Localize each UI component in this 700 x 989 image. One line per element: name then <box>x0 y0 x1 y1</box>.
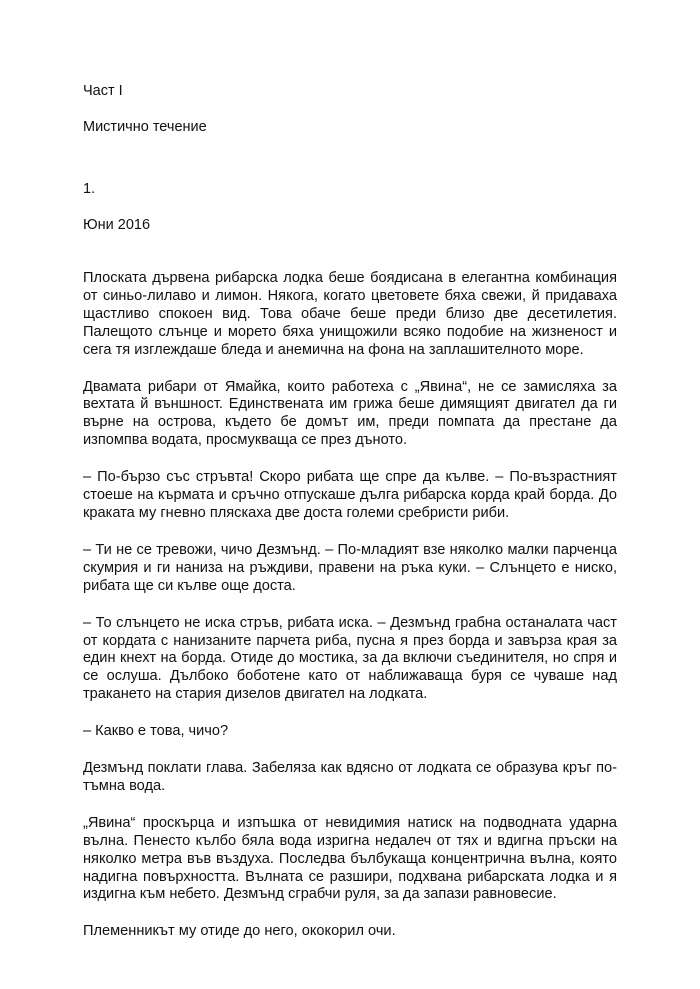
paragraph: – По-бързо със стръвта! Скоро рибата ще спре да кълве. – По-възрастният стоеше на кърмата и сръчно отпускаше дълга рибарска корда край борда. До краката му гневно пляскаха две доста големи сребристи риби. <box>83 469 617 521</box>
part-heading: Част I <box>83 83 123 99</box>
paragraph: – То слънцето не иска стръв, рибата иска. – Дезмънд грабна останалата част от кордата с нанизаните парчета риба, пусна я през борда и завърза края за един кнехт на борда. Отиде до мостика, за да включи съединителя, но спря и се ослуша. Дълбоко боботене като от наближаваща буря се чуваше над тракането на стария дизелов двигател на лодката. <box>83 614 617 703</box>
paragraph: Плоската дървена рибарска лодка беше боядисана в елегантна комбинация от синьо-лилаво и лимон. Някога, когато цветовете бяха свежи, й придаваха щастливо спокоен вид. Това обаче беше преди близо две десетилетия. Палещото слънце и морето бяха унищожили всяко подобие на жизненост и сега тя изглеждаше бледа и анемична на фона на заплашителното море. <box>83 270 617 358</box>
chapter-number: 1. <box>83 181 96 197</box>
paragraph: „Явина“ проскърца и изпъшка от невидимия натиск на подводната ударна вълна. Пенесто кълбо бяла вода изригна недалеч от тях и вдигна пръски на няколко метра във въздуха. Последва бълбукаща концентрична вълна, която надигна повърхността. Вълната се разшири, подхвана рибарската лодка и я издигна към небето. Дезмънд сграбчи руля, за да запази равновесие. <box>83 814 617 903</box>
paragraph: Дезмънд поклати глава. Забеляза как вдясно от лодката се образува кръг по-тъмна вода. <box>83 760 617 794</box>
paragraph: – Ти не се тревожи, чичо Дезмънд. – По-младият взе няколко малки парченца скумрия и ги наниза на ръждиви, правени на ръка куки. – Слънцето е ниско, рибата ще си кълве още доста. <box>83 541 617 594</box>
chapter-body <box>83 270 617 960</box>
part-title: Мистично течение <box>83 119 207 135</box>
paragraph: Племенникът му отиде до него, ококорил очи. <box>83 923 396 940</box>
paragraph: Двамата рибари от Ямайка, които работеха с „Явина“, не се замисляха за вехтата й външност. Единствената им грижа беше димящият двигател да ги върне на острова, където бе домът им, преди помпата да престане да изпомпва водата, просмукваща се през дъното. <box>83 378 617 449</box>
paragraph: – Какво е това, чичо? <box>83 723 229 740</box>
chapter-date: Юни 2016 <box>83 217 151 233</box>
